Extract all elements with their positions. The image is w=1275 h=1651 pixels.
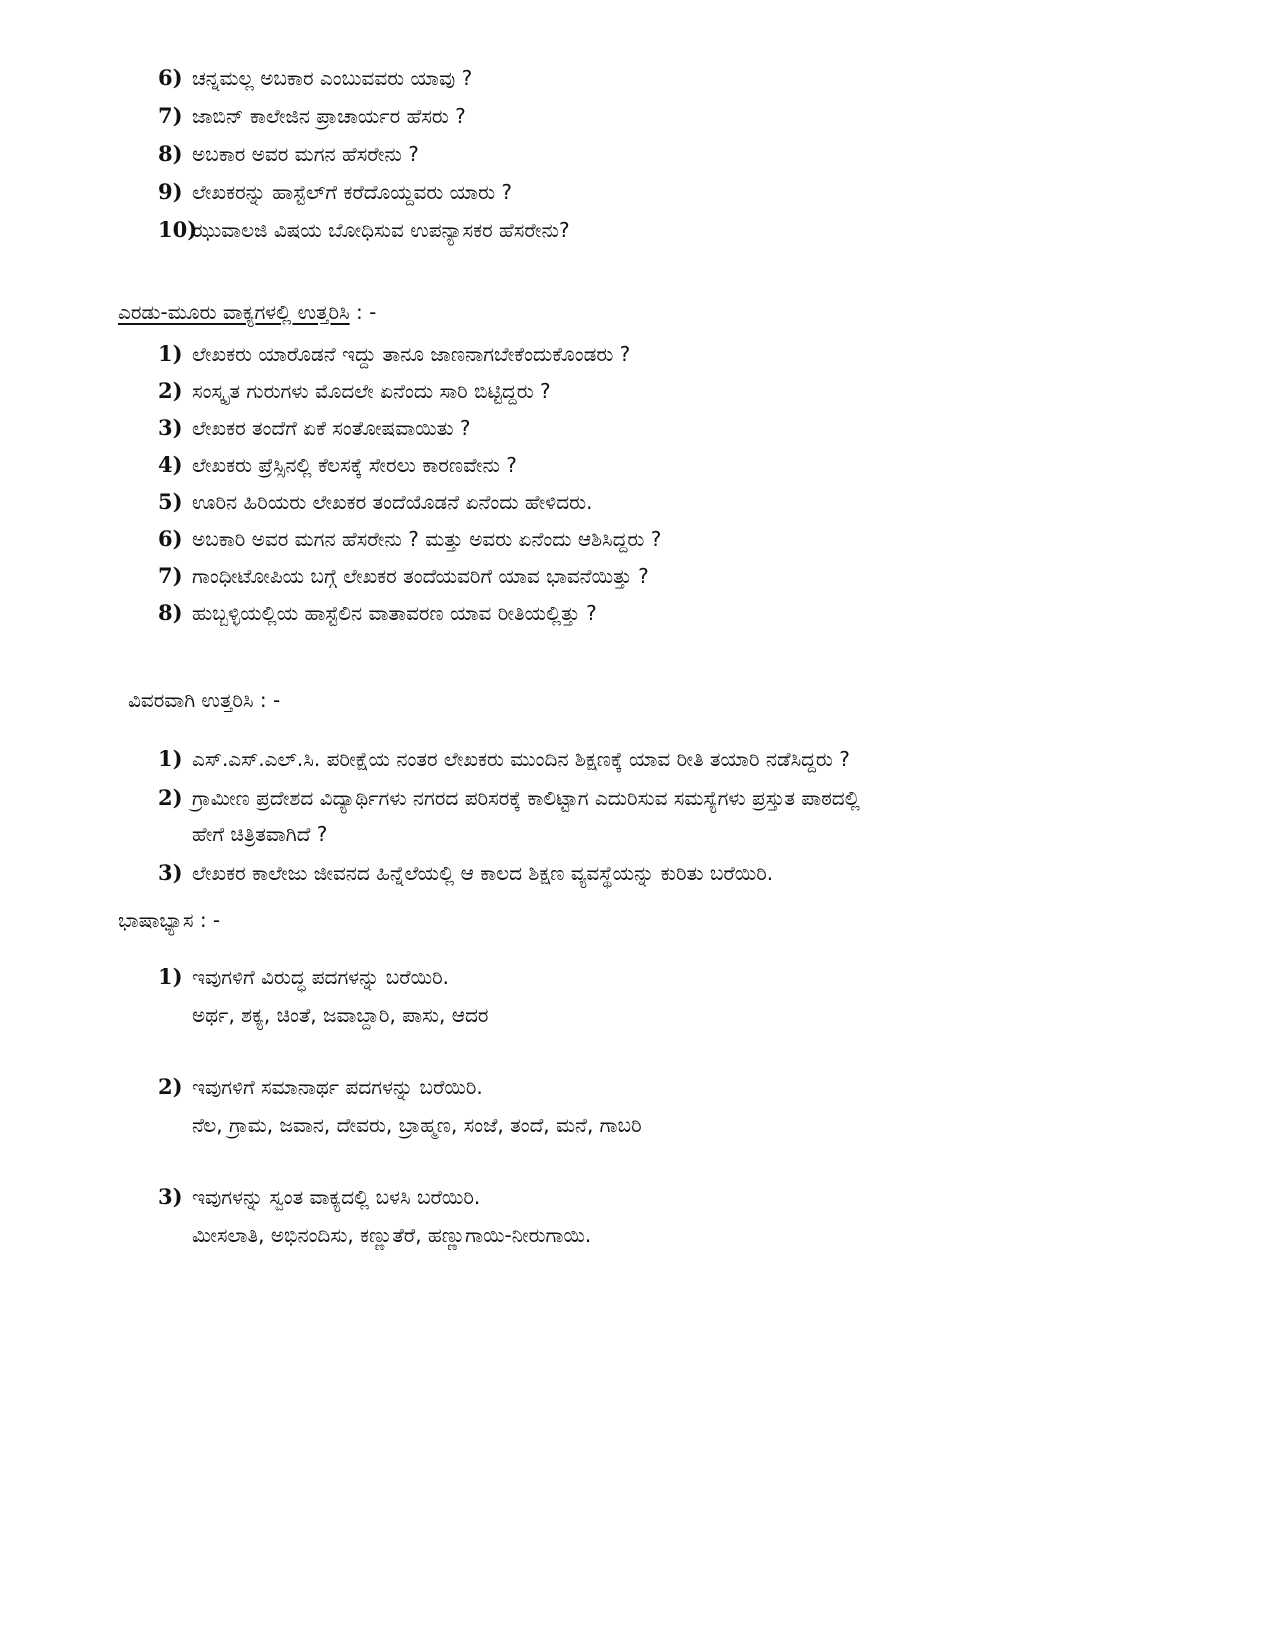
section-heading-language: ಭಾಷಾಭ್ಯಾಸ : - [118, 908, 221, 932]
question-text: ಎಸ್.ಎಸ್.ಎಲ್.ಸಿ. ಪರೀಕ್ಷೆಯ ನಂತರ ಲೇಖಕರು ಮುಂದಿನ ಶಿಕ್ಷಣಕ್ಕೆ ಯಾವ ರೀತಿ ತಯಾರಿ ನಡೆಸಿದ್ದರು ? [192, 747, 850, 771]
question-text: ಲೇಖಕರು ಪ್ರೆಸ್ಸಿನಲ್ಲಿ ಕೆಲಸಕ್ಕೆ ಸೇರಲು ಕಾರಣವೇನು ? [192, 453, 517, 477]
question-number: 7) [158, 563, 183, 588]
question-text: ಲೇಖಕರ ತಂದೆಗೆ ಏಕೆ ಸಂತೋಷವಾಯಿತು ? [192, 416, 471, 440]
language-exercise-1 [158, 958, 488, 1034]
question-text: ಅಬಕಾರ ಅವರ ಮಗನ ಹೆಸರೇನು ? [192, 142, 419, 166]
section-heading-text: ಎರಡು-ಮೂರು ವಾಕ್ಯಗಳಲ್ಲಿ ಉತ್ತರಿಸಿ [118, 300, 350, 324]
question-number: 7) [158, 103, 183, 128]
section-heading-two-three [118, 300, 376, 324]
exercise-instruction [158, 1178, 591, 1216]
exercise-word-list: ನೆಲ, ಗ್ರಾಮ, ಜವಾನ, ದೇವರು, ಬ್ರಾಹ್ಮಣ, ಸಂಜೆ, ತಂದೆ, ಮನೆ, ಗಾಬರಿ [192, 1113, 642, 1137]
question-number: 4) [158, 452, 183, 477]
list-item [158, 409, 661, 446]
list-item [158, 780, 1092, 852]
question-number: 3) [158, 415, 183, 440]
question-text: ಲೇಖಕರ ಕಾಲೇಜು ಜೀವನದ ಹಿನ್ನೆಲೆಯಲ್ಲಿ ಆ ಕಾಲದ ಶಿಕ್ಷಣ ವ್ಯವಸ್ಥೆಯನ್ನು ಕುರಿತು ಬರೆಯಿರಿ. [192, 861, 774, 885]
list-item [158, 372, 661, 409]
question-number: 6) [158, 65, 183, 90]
question-text: ಅಬಕಾರಿ ಅವರ ಮಗನ ಹೆಸರೇನು ? ಮತ್ತು ಅವರು ಏನೆಂದು ಆಶಿಸಿದ್ದರು ? [192, 527, 662, 551]
exercise-text: ಇವುಗಳನ್ನು ಸ್ವಂತ ವಾಕ್ಯದಲ್ಲಿ ಬಳಸಿ ಬರೆಯಿರಿ. [192, 1185, 481, 1209]
question-number: 2) [158, 378, 183, 403]
list-item [158, 211, 570, 249]
exercise-instruction [158, 958, 488, 996]
exercise-number: 2) [158, 1074, 183, 1099]
exercise-text: ಇವುಗಳಿಗೆ ವಿರುದ್ಧ ಪದಗಳನ್ನು ಬರೆಯಿರಿ. [192, 965, 450, 989]
question-number: 9) [158, 179, 183, 204]
question-text: ಲೇಖಕರನ್ನು ಹಾಸ್ಟೆಲ್‌ಗೆ ಕರೆದೊಯ್ದವರು ಯಾರು ? [192, 180, 513, 204]
list-item [158, 173, 570, 211]
two-three-question-list [158, 335, 661, 631]
list-item [158, 446, 661, 483]
question-text: ಸಂಸ್ಕೃತ ಗುರುಗಳು ಮೊದಲೇ ಏನೆಂದು ಸಾರಿ ಬಿಟ್ಟಿದ್ದರು ? [192, 379, 551, 403]
question-text: ಲೇಖಕರು ಯಾರೊಡನೆ ಇದ್ದು ತಾನೂ ಜಾಣನಾಗಬೇಕೆಂದುಕೊಂಡರು ? [192, 342, 631, 366]
question-number: 1) [158, 746, 183, 771]
question-text-block [192, 780, 1092, 852]
list-item [158, 740, 1092, 778]
question-text: ಝುವಾಲಜಿ ವಿಷಯ ಬೋಧಿಸುವ ಉಪನ್ಯಾಸಕರ ಹೆಸರೇನು? [192, 218, 570, 242]
question-text: ಊರಿನ ಹಿರಿಯರು ಲೇಖಕರ ತಂದೆಯೊಡನೆ ಏನೆಂದು ಹೇಳಿದರು. [192, 490, 593, 514]
list-item [158, 335, 661, 372]
question-number: 1) [158, 341, 183, 366]
list-item [158, 594, 661, 631]
question-number: 10) [158, 217, 198, 242]
exercise-word-list: ಮೀಸಲಾತಿ, ಅಭಿನಂದಿಸು, ಕಣ್ಣುತೆರೆ, ಹಣ್ಣುಗಾಯಿ-ನೀರುಗಾಯಿ. [192, 1223, 592, 1247]
detail-question-list [158, 740, 1092, 892]
section-heading-suffix: : - [349, 300, 377, 324]
list-item [158, 520, 661, 557]
exercise-number: 1) [158, 964, 183, 989]
question-text: ಹುಬ್ಬಳ್ಳಿಯಲ್ಲಿಯ ಹಾಸ್ಟೆಲಿನ ವಾತಾವರಣ ಯಾವ ರೀತಿಯಲ್ಲಿತ್ತು ? [192, 601, 597, 625]
question-number: 8) [158, 600, 183, 625]
exercise-instruction [158, 1068, 642, 1106]
question-text: ಗಾಂಧೀಟೋಪಿಯ ಬಗ್ಗೆ ಲೇಖಕರ ತಂದೆಯವರಿಗೆ ಯಾವ ಭಾವನೆಯಿತ್ತು ? [192, 564, 649, 588]
language-exercise-3 [158, 1178, 591, 1254]
question-text-continued: ಹೇಗೆ ಚಿತ್ರಿತವಾಗಿದೆ ? [192, 822, 328, 846]
list-item [158, 135, 570, 173]
list-item [158, 557, 661, 594]
list-item [158, 59, 570, 97]
question-number: 3) [158, 860, 183, 885]
question-number: 6) [158, 526, 183, 551]
question-text: ಜಾಬಿನ್ ಕಾಲೇಜಿನ ಪ್ರಾಚಾರ್ಯರ ಹೆಸರು ? [192, 104, 466, 128]
language-exercise-2 [158, 1068, 642, 1144]
list-item [158, 854, 1092, 892]
exercise-word-list: ಅರ್ಥ, ಶಕ್ಯ, ಚಿಂತೆ, ಜವಾಬ್ದಾರಿ, ಪಾಸು, ಆದರ [192, 1003, 489, 1027]
question-number: 5) [158, 489, 183, 514]
exercise-text: ಇವುಗಳಿಗೆ ಸಮಾನಾರ್ಥ ಪದಗಳನ್ನು ಬರೆಯಿರಿ. [192, 1075, 483, 1099]
list-item [158, 97, 570, 135]
question-text: ಚನ್ನಮಲ್ಲ ಅಬಕಾರ ಎಂಬುವವರು ಯಾವು ? [192, 66, 473, 90]
question-number: 8) [158, 141, 183, 166]
exercise-number: 3) [158, 1184, 183, 1209]
list-item [158, 483, 661, 520]
short-question-list [158, 59, 570, 249]
section-heading-detail: ವಿವರವಾಗಿ ಉತ್ತರಿಸಿ : - [128, 688, 281, 712]
question-text: ಗ್ರಾಮೀಣ ಪ್ರದೇಶದ ವಿದ್ಯಾರ್ಥಿಗಳು ನಗರದ ಪರಿಸರಕ್ಕೆ ಕಾಲಿಟ್ಟಾಗ ಎದುರಿಸುವ ಸಮಸ್ಯೆಗಳು ಪ್ರಸ್ತುತ ಪಾಠದಲ್ಲಿ [192, 786, 860, 810]
question-number: 2) [158, 785, 183, 810]
